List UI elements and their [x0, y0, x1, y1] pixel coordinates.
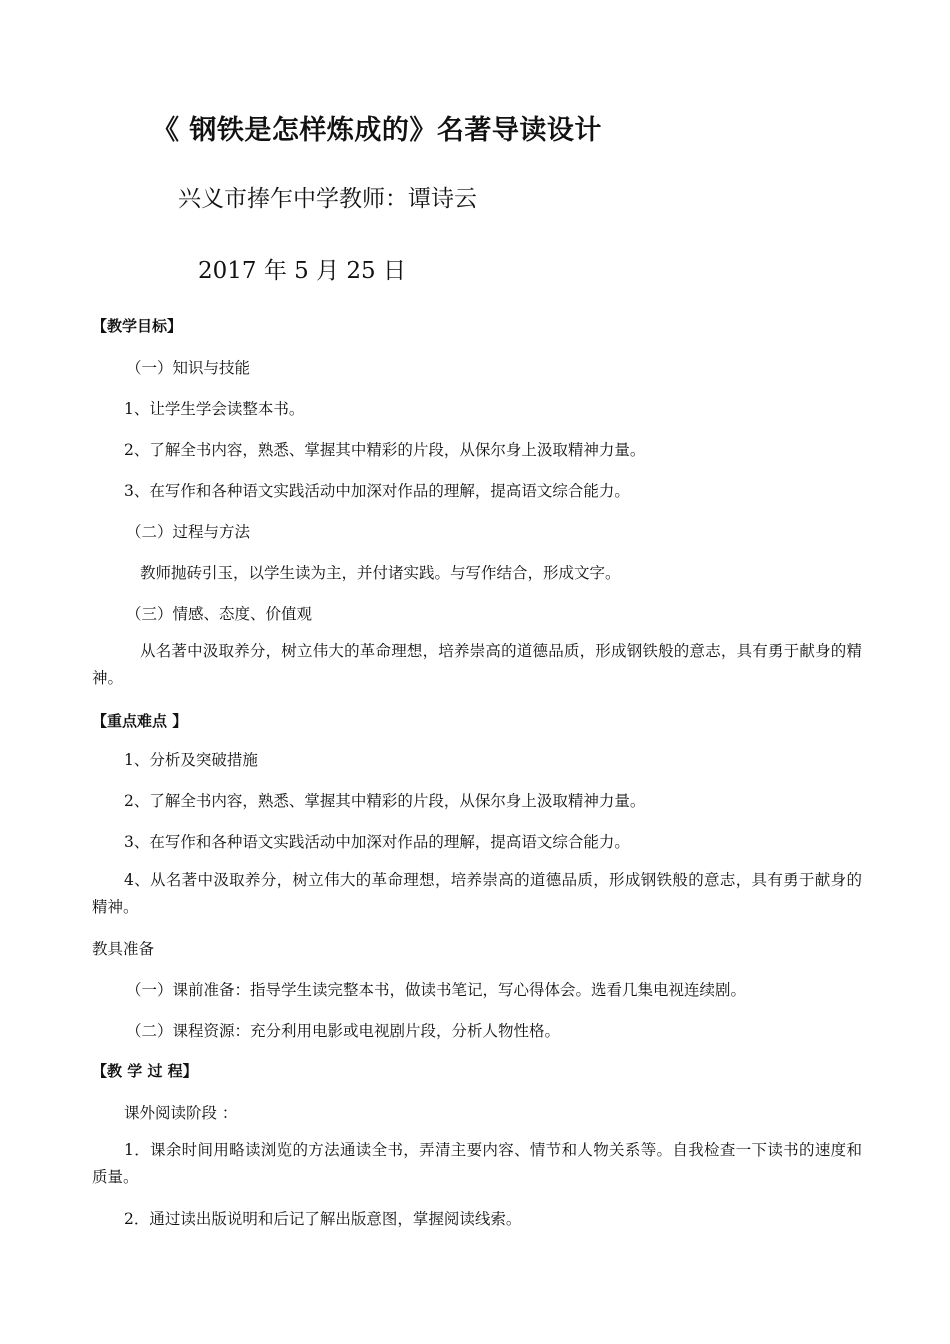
objectives-sub-process: （二）过程与方法 — [126, 523, 251, 541]
objectives-heading: 【教学目标】 — [92, 317, 183, 335]
process-stage: 课外阅读阶段 ： — [124, 1104, 238, 1122]
materials-item-2: （二）课程资源：充分利用电影或电视剧片段，分析人物性格。 — [126, 1022, 561, 1040]
process-item-1: 1．课余时间用略读浏览的方法通读全书，弄清主要内容、情节和人物关系等。自我检查一下读书的速度和质量。 — [92, 1141, 862, 1186]
keypoints-heading: 【重点难点 】 — [92, 712, 188, 730]
document-title: 《 钢铁是怎样炼成的》名著导读设计 — [152, 115, 602, 146]
document-date: 2017 年 5 月 25 日 — [198, 258, 406, 284]
objectives-sub-knowledge: （一）知识与技能 — [126, 359, 251, 377]
process-heading: 【教 学 过 程】 — [92, 1062, 198, 1080]
objectives-method: 教师抛砖引玉，以学生读为主，并付诸实践。与写作结合，形成文字。 — [140, 564, 621, 582]
objectives-item-3: 3、在写作和各种语文实践活动中加深对作品的理解，提高语文综合能力。 — [124, 482, 630, 500]
document-author: 兴义市捧乍中学教师：谭诗云 — [178, 186, 477, 212]
materials-heading: 教具准备 — [92, 940, 155, 958]
objectives-item-1: 1、让学生学会读整本书。 — [124, 400, 305, 418]
keypoints-item-2: 2、了解全书内容，熟悉、掌握其中精彩的片段，从保尔身上汲取精神力量。 — [124, 792, 646, 810]
objectives-item-2: 2、了解全书内容，熟悉、掌握其中精彩的片段，从保尔身上汲取精神力量。 — [124, 441, 646, 459]
objectives-values: 从名著中汲取养分，树立伟大的革命理想，培养崇高的道德品质，形成钢铁般的意志，具有勇于献身的精神。 — [92, 642, 862, 687]
keypoints-item-4: 4、从名著中汲取养分，树立伟大的革命理想，培养崇高的道德品质，形成钢铁般的意志，具有勇于献身的精神。 — [92, 871, 862, 916]
objectives-sub-values: （三）情感、态度、价值观 — [126, 605, 313, 623]
process-item-2: 2．通过读出版说明和后记了解出版意图，掌握阅读线索。 — [124, 1210, 522, 1228]
keypoints-item-3: 3、在写作和各种语文实践活动中加深对作品的理解，提高语文综合能力。 — [124, 833, 630, 851]
materials-item-1: （一）课前准备：指导学生读完整本书，做读书笔记，写心得体会。选看几集电视连续剧。 — [126, 981, 747, 999]
keypoints-item-1: 1、分析及突破措施 — [124, 751, 258, 769]
